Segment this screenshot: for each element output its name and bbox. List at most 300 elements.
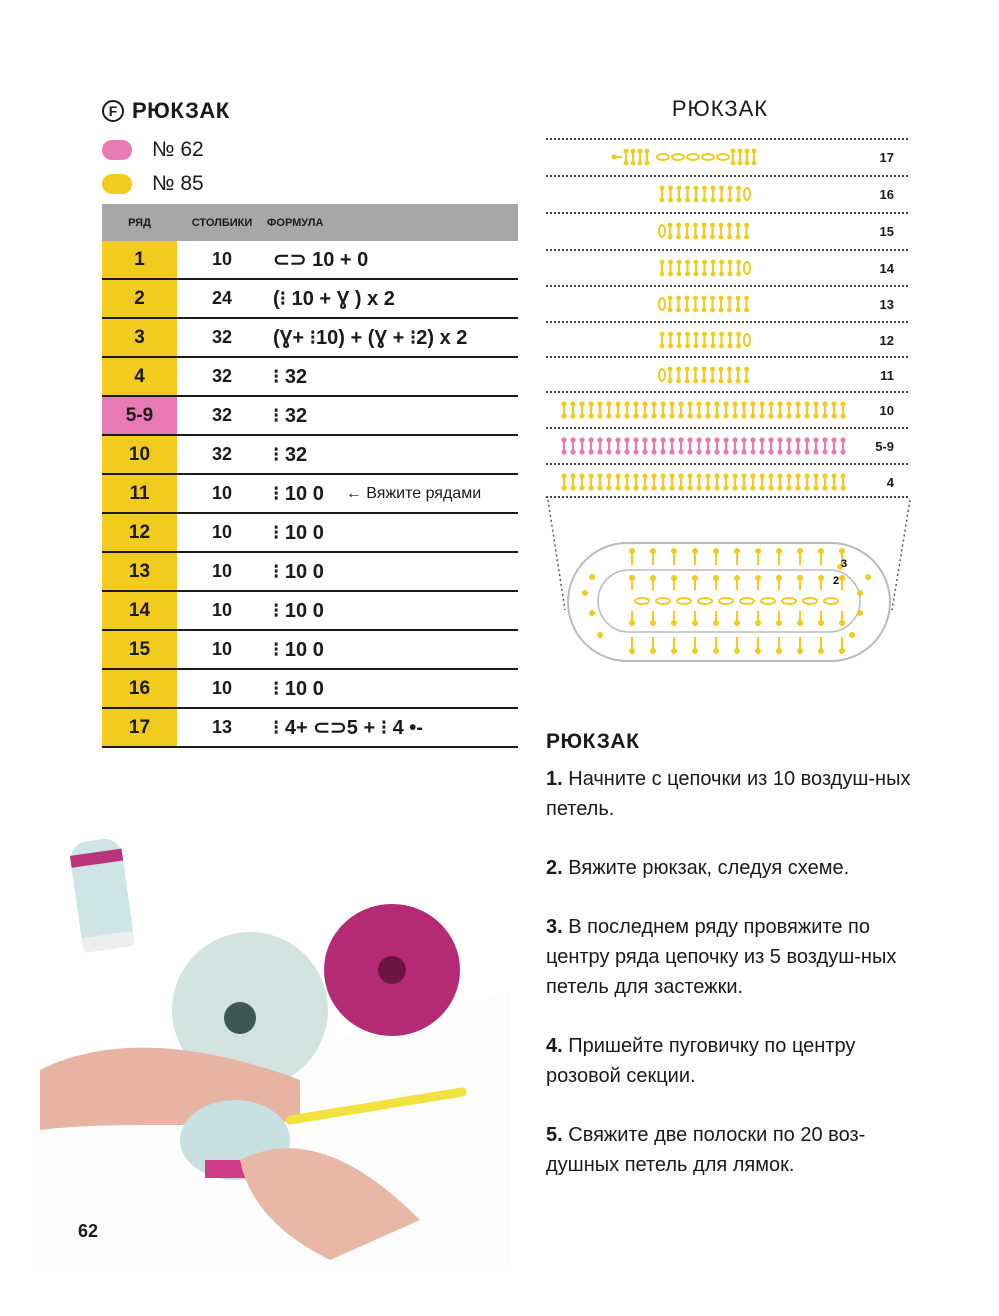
stitch-symbol [711, 332, 716, 337]
stitch-symbol [561, 437, 566, 442]
stitch-symbol [694, 198, 699, 203]
stitch-symbol [831, 485, 836, 490]
stitch-symbol [711, 186, 716, 191]
stitch-symbol [570, 473, 575, 478]
table-row [102, 280, 518, 319]
stitch-symbol [615, 473, 620, 478]
stitch-symbol [736, 223, 741, 228]
stitch-symbol [579, 413, 584, 418]
stitch-symbol [597, 401, 602, 406]
diagram-row [546, 427, 908, 464]
pattern-table [102, 204, 518, 748]
stitch-symbol [668, 379, 673, 384]
stitch-symbol [741, 449, 746, 454]
stitch-symbol [606, 401, 611, 406]
table-row [102, 397, 518, 436]
base-stitch-symbol [865, 574, 871, 580]
stitch-symbol [696, 473, 701, 478]
stitch-symbol [732, 473, 737, 478]
diagram-row-label: 16 [879, 187, 894, 202]
stitch-symbol [642, 413, 647, 418]
stitch-symbol [660, 473, 665, 478]
stitch-symbol [615, 413, 620, 418]
stitch-symbol [822, 413, 827, 418]
stitch-count: 24 [211, 288, 233, 308]
stitch-symbol [685, 272, 690, 277]
stitch-symbol [668, 260, 673, 265]
stitch-symbol [768, 473, 773, 478]
row-number: 1 [102, 241, 177, 278]
stitch-symbol [759, 449, 764, 454]
stitch-row [546, 431, 856, 461]
base-stitch-symbol [755, 620, 761, 626]
stitch-symbol [693, 223, 698, 228]
stitch-symbol [744, 296, 749, 301]
base-stitch-symbol [629, 548, 635, 554]
stitch-symbol [588, 473, 593, 478]
stitch-symbol [840, 485, 845, 490]
stitch-symbol [685, 186, 690, 191]
diagram-row-label: 17 [879, 150, 894, 165]
stitch-row [546, 142, 856, 172]
stitch-symbol [676, 367, 681, 372]
stitch-symbol [597, 473, 602, 478]
stitch-symbol [694, 186, 699, 191]
stitch-symbol [736, 260, 741, 265]
stitch-symbol [660, 272, 665, 277]
stitch-symbol [642, 401, 647, 406]
stitch-symbol [738, 149, 743, 154]
table-row [102, 358, 518, 397]
stitch-symbol [694, 332, 699, 337]
stitch-symbol [768, 437, 773, 442]
stitch-symbol [777, 449, 782, 454]
formula-cell [267, 364, 518, 389]
diagram-row-label: 12 [879, 333, 894, 348]
stitch-symbol [736, 186, 741, 191]
stitch-symbol [750, 401, 755, 406]
stitch-symbol [669, 449, 674, 454]
base-stitch-symbol [761, 598, 775, 604]
base-stitch-symbol [755, 575, 761, 581]
stitch-symbol [727, 223, 732, 228]
stitch-symbol [677, 260, 682, 265]
base-stitch-symbol [782, 598, 796, 604]
stitch-symbol [831, 401, 836, 406]
section-letter-badge: F [102, 100, 124, 122]
stitch-symbol [719, 198, 724, 203]
stitch-symbol [719, 344, 724, 349]
stitch-symbol [687, 437, 692, 442]
stitch-symbol [633, 413, 638, 418]
stitch-symbol [795, 401, 800, 406]
stitch-symbol [677, 332, 682, 337]
formula-cell [267, 715, 518, 740]
stitch-symbol [696, 437, 701, 442]
stitch-symbol [685, 344, 690, 349]
stitch-symbol [750, 437, 755, 442]
stitch-symbol [804, 473, 809, 478]
base-stitch-symbol [755, 548, 761, 554]
base-stitch-symbol [849, 632, 855, 638]
base-stitch-symbol [597, 632, 603, 638]
stitch-symbol [728, 272, 733, 277]
base-stitch-symbol [692, 575, 698, 581]
base-stitch-symbol [635, 598, 649, 604]
stitch-symbol [727, 235, 732, 240]
stitch-symbol [727, 367, 732, 372]
section-title: РЮКЗАК [132, 98, 230, 123]
stitch-symbol [728, 344, 733, 349]
stitch-symbol [579, 449, 584, 454]
formula: ⁝ 10 0 [273, 483, 324, 505]
stitch-symbol [759, 485, 764, 490]
formula-cell [267, 559, 518, 584]
diagram-row [546, 249, 908, 286]
stitch-symbol [719, 379, 724, 384]
knitted-sample [68, 837, 135, 953]
stitch-symbol [687, 485, 692, 490]
stitch-symbol [694, 272, 699, 277]
base-stitch-symbol [629, 648, 635, 654]
row-number: 16 [102, 670, 177, 707]
stitch-count: 32 [211, 405, 233, 425]
diagram-row [546, 285, 908, 322]
stitch-symbol [687, 413, 692, 418]
instruction-step [546, 1031, 926, 1091]
stitch-symbol [717, 154, 729, 160]
table-row [102, 553, 518, 592]
base-stitch-symbol [650, 548, 656, 554]
stitch-symbol [702, 379, 707, 384]
diagram-row-label: 13 [879, 297, 894, 312]
formula-cell [267, 520, 518, 545]
row-note: ← Вяжите рядами [345, 484, 482, 502]
stitch-symbol [759, 413, 764, 418]
step-number: 5. [546, 1124, 563, 1146]
stitch-symbol [705, 485, 710, 490]
stitch-symbol [723, 437, 728, 442]
stitch-symbol [744, 367, 749, 372]
stitch-symbol [714, 485, 719, 490]
stitch-symbol [638, 149, 643, 154]
base-stitch-symbol [671, 648, 677, 654]
base-stitch-symbol [803, 598, 817, 604]
stitch-count: 32 [211, 444, 233, 464]
stitch-row [546, 216, 856, 246]
stitch-symbol [668, 235, 673, 240]
stitch-symbol [702, 154, 714, 160]
stitch-symbol [672, 154, 684, 160]
formula: ⁝ 10 0 [273, 639, 324, 661]
base-stitch-symbol [650, 620, 656, 626]
stitch-symbol [678, 449, 683, 454]
table-row [102, 241, 518, 280]
diagram-row-label: 11 [880, 368, 894, 383]
step-text: Начните с цепочки из 10 воздуш-ных петель. [546, 768, 911, 820]
base-stitch-symbol [713, 548, 719, 554]
stitch-symbol [660, 437, 665, 442]
stitch-row [546, 179, 856, 209]
table-row [102, 436, 518, 475]
stitch-symbol [777, 413, 782, 418]
header-stitches: СТОЛБИКИ [191, 216, 253, 229]
stitch-symbol [777, 437, 782, 442]
stitch-symbol [728, 332, 733, 337]
stitch-symbol [624, 413, 629, 418]
stitch-symbol [606, 473, 611, 478]
step-text: Свяжите две полоски по 20 воз-душных петель для лямок. [546, 1124, 866, 1176]
stitch-symbol [831, 473, 836, 478]
stitch-symbol [738, 161, 743, 166]
diagram-base [540, 495, 920, 675]
stitch-symbol [731, 161, 736, 166]
stitch-symbol [660, 449, 665, 454]
stitch-symbol [588, 413, 593, 418]
stitch-symbol [633, 449, 638, 454]
stitch-symbol [840, 449, 845, 454]
table-row [102, 592, 518, 631]
diagram-row-label: 10 [879, 403, 894, 418]
formula: ⁝ 32 [273, 405, 308, 427]
table-row [102, 514, 518, 553]
formula: ⁝ 10 0 [273, 678, 324, 700]
stitch-symbol [822, 485, 827, 490]
stitch-symbol [687, 154, 699, 160]
stitch-symbol [768, 413, 773, 418]
yarn-label: № 85 [152, 172, 204, 195]
instruction-step [546, 912, 926, 1002]
base-stitch-symbol [582, 590, 588, 596]
crochet-photo [0, 830, 530, 1270]
stitch-symbol [795, 449, 800, 454]
stitch-symbol [736, 235, 741, 240]
stitch-symbol [694, 260, 699, 265]
diagram-row [546, 138, 908, 175]
stitch-symbol [719, 186, 724, 191]
base-stitch-symbol [797, 620, 803, 626]
stitch-count: 10 [211, 483, 233, 503]
stitch-symbol [633, 485, 638, 490]
stitch-symbol [752, 149, 757, 154]
stitch-symbol [657, 154, 669, 160]
stitch-symbol [685, 296, 690, 301]
stitch-count: 32 [211, 327, 233, 347]
diagram-row [546, 356, 908, 393]
stitch-symbol [676, 223, 681, 228]
stitch-symbol [561, 401, 566, 406]
table-header [102, 204, 518, 241]
step-number: 3. [546, 916, 563, 938]
stitch-symbol [624, 149, 629, 154]
formula: ⁝ 10 0 [273, 522, 324, 544]
stitch-symbol [633, 401, 638, 406]
table-row [102, 709, 518, 748]
stitch-symbol [768, 485, 773, 490]
stitch-symbol [561, 449, 566, 454]
stitch-symbol [702, 308, 707, 313]
stitch-symbol [579, 485, 584, 490]
stitch-symbol [702, 235, 707, 240]
diagram-row [546, 212, 908, 249]
stitch-symbol [669, 473, 674, 478]
stitch-symbol [723, 401, 728, 406]
stitch-symbol [840, 437, 845, 442]
stitch-symbol [714, 401, 719, 406]
diagram-row [546, 175, 908, 212]
stitch-symbol [570, 449, 575, 454]
stitch-symbol [741, 413, 746, 418]
stitch-symbol [719, 308, 724, 313]
stitch-symbol [768, 449, 773, 454]
stitch-symbol [570, 437, 575, 442]
base-stitch-symbol [629, 575, 635, 581]
base-stitch-symbol [656, 598, 670, 604]
stitch-symbol [570, 413, 575, 418]
base-stitch-symbol [839, 648, 845, 654]
stitch-symbol [651, 413, 656, 418]
stitch-symbol [710, 379, 715, 384]
stitch-row [546, 253, 856, 283]
stitch-symbol [736, 379, 741, 384]
stitch-symbol [736, 332, 741, 337]
stitch-symbol [702, 186, 707, 191]
stitch-symbol [676, 296, 681, 301]
diagram-row [546, 321, 908, 358]
stitch-symbol [777, 473, 782, 478]
stitch-symbol [736, 344, 741, 349]
stitch-symbol [744, 262, 750, 274]
base-stitch-symbol [650, 575, 656, 581]
table-row [102, 319, 518, 358]
formula-cell [267, 598, 518, 623]
stitch-symbol [723, 413, 728, 418]
stitch-symbol [714, 437, 719, 442]
stitch-symbol [710, 223, 715, 228]
stitch-symbol [831, 413, 836, 418]
base-stitch-symbol [755, 648, 761, 654]
base-stitch-symbol [734, 620, 740, 626]
row-number: 17 [102, 709, 177, 746]
row-number: 3 [102, 319, 177, 356]
stitch-symbol [651, 401, 656, 406]
base-stitch-symbol [692, 648, 698, 654]
stitch-symbol [795, 413, 800, 418]
stitch-symbol [561, 473, 566, 478]
row-number: 14 [102, 592, 177, 629]
step-number: 4. [546, 1035, 563, 1057]
stitch-symbol [822, 473, 827, 478]
diagram-row [546, 391, 908, 428]
row-number: 5-9 [102, 397, 177, 434]
base-label-3: 3 [841, 558, 848, 570]
stitch-symbol [750, 473, 755, 478]
stitch-symbol [786, 413, 791, 418]
stitch-symbol [624, 485, 629, 490]
row-number: 2 [102, 280, 177, 317]
instruction-step [546, 764, 926, 824]
stitch-symbol [615, 485, 620, 490]
formula: (⁝ 10 + Ɣ ) x 2 [273, 288, 395, 310]
stitch-symbol [710, 367, 715, 372]
stitch-symbol [561, 485, 566, 490]
base-stitch-symbol [734, 648, 740, 654]
stitch-symbol [693, 367, 698, 372]
stitch-symbol [744, 188, 750, 200]
stitch-symbol [831, 437, 836, 442]
instructions-title: РЮКЗАК [546, 730, 640, 753]
row-number: 15 [102, 631, 177, 668]
step-number: 1. [546, 768, 563, 790]
stitch-symbol [759, 473, 764, 478]
diagram-row-label: 14 [879, 261, 894, 276]
base-label-2: 2 [833, 575, 840, 587]
stitch-symbol [660, 413, 665, 418]
stitch-symbol [702, 260, 707, 265]
stitch-symbol [685, 367, 690, 372]
yarn-color-pink [102, 138, 204, 162]
stitch-symbol [615, 449, 620, 454]
stitch-row [546, 395, 856, 425]
stitch-symbol [685, 308, 690, 313]
formula-cell [267, 247, 518, 272]
stitch-symbol [677, 198, 682, 203]
stitch-symbol [813, 449, 818, 454]
yarn-label: № 62 [152, 138, 204, 161]
stitch-symbol [677, 186, 682, 191]
stitch-symbol [642, 449, 647, 454]
stitch-symbol [659, 225, 665, 237]
stitch-symbol [687, 401, 692, 406]
formula: ⁝ 32 [273, 366, 308, 388]
stitch-symbol [702, 367, 707, 372]
stitch-symbol [687, 449, 692, 454]
stitch-symbol [822, 401, 827, 406]
stitch-symbol [719, 235, 724, 240]
stitch-symbol [840, 413, 845, 418]
stitch-symbol [615, 401, 620, 406]
stitch-symbol [685, 379, 690, 384]
stitch-symbol [736, 367, 741, 372]
stitch-symbol [719, 223, 724, 228]
stitch-symbol [813, 473, 818, 478]
stitch-symbol [668, 332, 673, 337]
stitch-symbol [705, 437, 710, 442]
stitch-row [546, 325, 856, 355]
stitch-symbol [660, 186, 665, 191]
formula-cell [267, 637, 518, 662]
stitch-symbol [786, 449, 791, 454]
stitch-symbol [786, 473, 791, 478]
stitch-symbol [651, 437, 656, 442]
stitch-symbol [813, 437, 818, 442]
stitch-symbol [606, 485, 611, 490]
stitch-symbol [719, 272, 724, 277]
stitch-symbol [678, 401, 683, 406]
base-stitch-symbol [677, 598, 691, 604]
stitch-symbol [702, 198, 707, 203]
stitch-symbol [624, 401, 629, 406]
stitch-symbol [588, 449, 593, 454]
stitch-symbol [714, 413, 719, 418]
step-text: Вяжите рюкзак, следуя схеме. [568, 857, 850, 879]
base-stitch-symbol [776, 575, 782, 581]
stitch-symbol [638, 161, 643, 166]
stitch-symbol [685, 332, 690, 337]
stitch-symbol [678, 413, 683, 418]
stitch-symbol [668, 198, 673, 203]
stitch-symbol [668, 344, 673, 349]
